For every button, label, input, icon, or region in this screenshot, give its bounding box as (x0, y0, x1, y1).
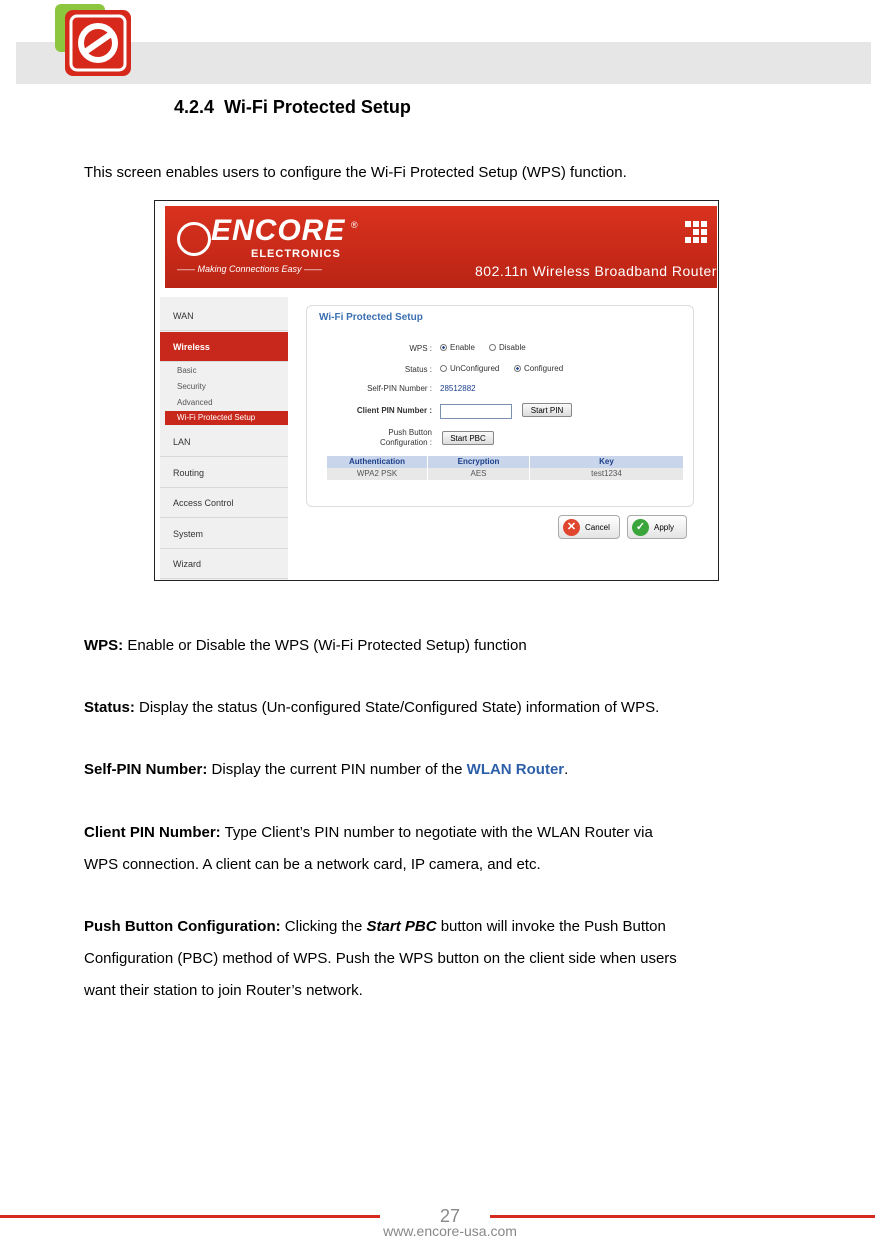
sidebar-item-access-control[interactable]: Access Control (160, 488, 288, 518)
footer-line-right (490, 1215, 875, 1218)
brand-name: ENCORE (211, 214, 346, 247)
desc-wps (84, 630, 804, 662)
table-header: Encryption (428, 456, 529, 468)
checkmark-icon: ✓ (632, 519, 649, 536)
text-self-pin-end: . (564, 761, 569, 778)
text-pbc-2: Configuration (PBC) method of WPS. Push the WPS button on the client side when users (84, 950, 677, 967)
router-banner (165, 206, 717, 288)
client-pin-input[interactable] (440, 404, 512, 419)
desc-status (84, 692, 804, 724)
desc-client-pin (84, 817, 804, 881)
apply-button[interactable] (627, 515, 687, 539)
table-cell: WPA2 PSK (327, 468, 427, 480)
status-label: Status : (404, 365, 432, 374)
website-url: www.encore-usa.com (383, 1223, 517, 1239)
table-header: Key (530, 456, 683, 468)
push-button-label-2: Configuration : (379, 438, 432, 447)
term-client-pin: Client PIN Number: (84, 824, 221, 841)
table-cell: test1234 (530, 468, 683, 480)
term-wps: WPS: (84, 637, 124, 654)
table-header: Authentication (327, 456, 427, 468)
product-name: 802.11n Wireless Broadband Router (475, 263, 717, 279)
grid-menu-icon[interactable] (685, 221, 707, 243)
wps-disable-option[interactable] (489, 343, 526, 352)
sidebar-sub-security[interactable]: Security (177, 382, 206, 391)
wps-disable-label: Disable (499, 343, 526, 352)
text-self-pin: Display the current PIN number of the (207, 761, 467, 778)
sidebar-sub-wps[interactable]: Wi-Fi Protected Setup (165, 411, 288, 425)
text-wps: Enable or Disable the WPS (Wi-Fi Protected Setup) function (123, 637, 527, 654)
push-button-label-1: Push Button (388, 428, 432, 437)
text-client-pin-1: Type Client’s PIN number to negotiate with the WLAN Router via (220, 824, 653, 841)
tagline: —— Making Connections Easy —— (177, 264, 323, 274)
text-client-pin-2: WPS connection. A client can be a network card, IP camera, and etc. (84, 856, 541, 873)
term-self-pin: Self-PIN Number: (84, 761, 208, 778)
wps-enable-option[interactable] (440, 343, 475, 352)
wps-disable-radio[interactable] (489, 344, 496, 351)
header-band (16, 42, 871, 84)
self-pin-label: Self-PIN Number : (367, 384, 432, 393)
section-heading (174, 97, 411, 118)
cancel-button[interactable] (558, 515, 620, 539)
status-configured-radio (514, 365, 521, 372)
sidebar-item-wan[interactable]: WAN (160, 301, 288, 331)
heading-title: Wi-Fi Protected Setup (224, 97, 411, 117)
footer-line-left (0, 1215, 380, 1218)
wps-label: WPS : (409, 344, 432, 353)
client-pin-label: Client PIN Number : (356, 406, 432, 415)
status-unconfigured-radio (440, 365, 447, 372)
page-number: 27 (439, 1206, 461, 1226)
cancel-label: Cancel (585, 523, 610, 532)
sidebar-sub-advanced[interactable]: Advanced (177, 398, 213, 407)
status-unconfigured-option (440, 364, 499, 373)
heading-number: 4.2.4 (174, 97, 215, 117)
wps-panel (306, 305, 694, 507)
self-pin-value: 28512882 (440, 384, 476, 393)
apply-label: Apply (654, 523, 675, 532)
text-status: Display the status (Un-configured State/Configured State) information of WPS. (134, 699, 660, 716)
panel-title: Wi-Fi Protected Setup (319, 312, 423, 323)
wlan-router-highlight: WLAN Router (466, 761, 565, 778)
table-cell: AES (428, 468, 529, 480)
sidebar-sub-basic[interactable]: Basic (177, 366, 197, 375)
cancel-icon: ✕ (563, 519, 580, 536)
sidebar-item-system[interactable]: System (160, 519, 288, 549)
encore-logo (47, 0, 137, 80)
text-pbc-3: want their station to join Router’s network. (84, 982, 363, 999)
term-status: Status: (84, 699, 135, 716)
status-configured-option (514, 364, 563, 373)
wps-enable-radio[interactable] (440, 344, 447, 351)
start-pbc-button[interactable]: Start PBC (442, 431, 494, 445)
desc-pbc (84, 911, 804, 1007)
text-pbc-1a: Clicking the (280, 918, 367, 935)
start-pin-button[interactable]: Start PIN (522, 403, 572, 417)
desc-self-pin (84, 754, 804, 786)
sidebar-item-lan[interactable]: LAN (160, 427, 288, 457)
text-pbc-1b: button will invoke the Push Button (436, 918, 666, 935)
router-screenshot (154, 200, 719, 581)
brand-sub: ELECTRONICS (251, 248, 341, 260)
start-pbc-emphasis: Start PBC (366, 918, 437, 935)
sidebar-item-wireless[interactable]: Wireless (160, 332, 288, 362)
status-configured-label: Configured (524, 364, 564, 373)
brand-registered-mark: ® (351, 220, 358, 230)
router-sidebar (160, 297, 288, 580)
wps-enable-label: Enable (450, 343, 475, 352)
sidebar-item-routing[interactable]: Routing (160, 458, 288, 488)
sidebar-item-wizard[interactable]: Wizard (160, 549, 288, 579)
brand-mark-icon (177, 222, 211, 256)
status-unconfigured-label: UnConfigured (450, 364, 500, 373)
intro-text: This screen enables users to configure the Wi-Fi Protected Setup (WPS) function. (84, 164, 627, 181)
term-pbc: Push Button Configuration: (84, 918, 281, 935)
